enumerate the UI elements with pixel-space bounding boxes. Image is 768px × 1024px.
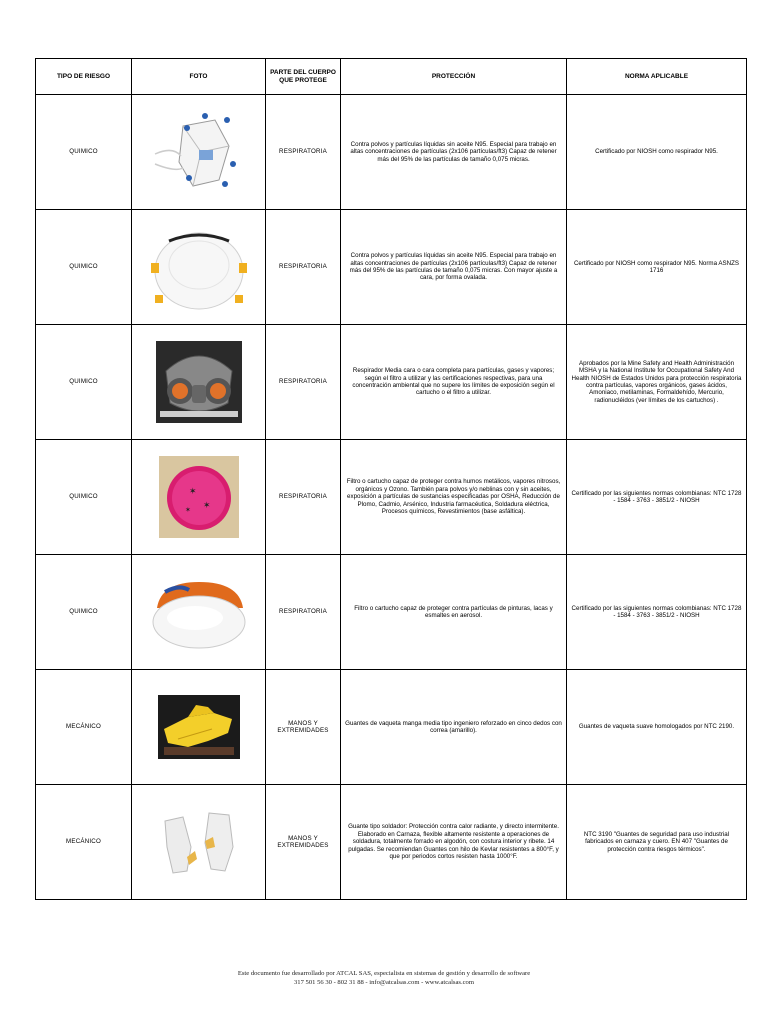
svg-text:✶: ✶ bbox=[184, 506, 191, 514]
table-row bbox=[36, 785, 747, 900]
header-proteccion: PROTECCIÓN bbox=[341, 59, 567, 95]
cell-tipo: MECÁNICO bbox=[36, 670, 132, 785]
cell-norma: Certificado por las siguientes normas colombianas: NTC 1728 - 1584 - 3763 - 3851/2 - NIOSH bbox=[567, 555, 747, 670]
cell-norma: Certificado por las siguientes normas colombianas: NTC 1728 - 1584 - 3763 - 3851/2 - NIOSH bbox=[567, 440, 747, 555]
cell-foto bbox=[132, 210, 266, 325]
cell-parte: RESPIRATORIA bbox=[266, 440, 341, 555]
svg-text:✶: ✶ bbox=[188, 487, 197, 497]
cell-norma: Certificado por NIOSH como respirador N95. Norma ASNZS 1716 bbox=[567, 210, 747, 325]
table-row bbox=[36, 555, 747, 670]
document-footer bbox=[0, 970, 768, 988]
cell-tipo: QUIMICO bbox=[36, 210, 132, 325]
cell-foto bbox=[132, 555, 266, 670]
cell-proteccion: Filtro o cartucho capaz de proteger contra humos metálicos, vapores nitrosos, orgánicos y Ozono. También para polvos y/o neblinas con y sin aceites, exposición a partículas de sustancias especificadas por OSHA, Reducción de Plomo, Cadmio, Arsénico, Industria farmacéutica, Soldadura eléctrica, Procesos químicos, Revestimientos (base asfáltica). bbox=[341, 440, 567, 555]
particulate-filter-cartridge-icon bbox=[149, 572, 249, 652]
cell-norma: Aprobados por la Mine Safety and Health Administración MSHA y la National Institute for Occupational Safety And Health NIOSH de Estados Unidos para protección respiratoria contra partículas, vapores orgánicos, gases ácidos, Amoniaco, metilaminas, Formaldehído, Mercurio, radionucléidos (ver límites de los cartuchos) . bbox=[567, 325, 747, 440]
table-row bbox=[36, 325, 747, 440]
cell-tipo: QUIMICO bbox=[36, 555, 132, 670]
cell-tipo: QUIMICO bbox=[36, 440, 132, 555]
ppe-table bbox=[35, 58, 747, 900]
cell-norma: Certificado por NIOSH como respirador N95. bbox=[567, 95, 747, 210]
cell-foto bbox=[132, 325, 266, 440]
table-header-row bbox=[36, 59, 747, 95]
cup-respirator-n95-icon bbox=[147, 221, 251, 313]
cell-parte: RESPIRATORIA bbox=[266, 555, 341, 670]
table-row bbox=[36, 440, 747, 555]
cell-tipo: MECÁNICO bbox=[36, 785, 132, 900]
cell-proteccion: Contra polvos y partículas líquidas sin aceite N95. Especial para trabajo en altas concentraciones de partículas (2x106 partículas/ft3) Capaz de retener más del 95% de las partículas de tamaño 0,075 micras. bbox=[341, 95, 567, 210]
cell-norma: NTC 3190 "Guantes de seguridad para uso industrial fabricados en carnaza y cuero. EN 407 "Guantes de protección contra riesgos térmicos". bbox=[567, 785, 747, 900]
half-face-respirator-icon bbox=[156, 341, 242, 423]
cell-proteccion: Respirador Media cara o cara completa para partículas, gases y vapores; según el filtro a utilizar y las certificaciones respectivas, para una concentración ambiental que no supere los límites de exposición según el cartucho o el filtro a utilizar. bbox=[341, 325, 567, 440]
svg-text:✶: ✶ bbox=[202, 501, 211, 511]
cell-foto bbox=[132, 785, 266, 900]
header-tipo: TIPO DE RIESGO bbox=[36, 59, 132, 95]
table-row bbox=[36, 210, 747, 325]
header-foto: FOTO bbox=[132, 59, 266, 95]
cell-foto bbox=[132, 670, 266, 785]
cell-parte: RESPIRATORIA bbox=[266, 325, 341, 440]
footer-contact: 317 501 56 30 - 802 31 88 - info@atcalsas.com - www.atcalsas.com bbox=[294, 978, 474, 986]
cell-proteccion: Guante tipo soldador: Protección contra calor radiante, y directo intermitente. Elaborado en Carnaza, flexible altamente resistente a operaciones de soldadura, totalmente forrado en algodón, con costura interior y ribete. 14 pulgadas. Se recomiendan Guantes con hilo de Kevlar resistentes a 800°F, y que por periodos cortos resisten hasta 1000°F. bbox=[341, 785, 567, 900]
table-row bbox=[36, 670, 747, 785]
table-row bbox=[36, 95, 747, 210]
yellow-work-glove-icon bbox=[158, 695, 240, 759]
welding-gloves-icon bbox=[161, 807, 237, 877]
cell-proteccion: Filtro o cartucho capaz de proteger contra partículas de pinturas, lacas y esmaltes en aerosol. bbox=[341, 555, 567, 670]
header-parte: PARTE DEL CUERPO QUE PROTEGE bbox=[266, 59, 341, 95]
cell-foto bbox=[132, 440, 266, 555]
cell-proteccion: Contra polvos y partículas líquidas sin aceite N95. Especial para trabajo en altas concentraciones de partículas (2x106 partículas/ft3) Capaz de retener más del 95% de las partículas de tamaño 0,075 micras. Con mayor ajuste a cara, por forma ovalada. bbox=[341, 210, 567, 325]
cell-parte: RESPIRATORIA bbox=[266, 210, 341, 325]
folding-respirator-n95-icon bbox=[153, 106, 245, 198]
cell-tipo: QUIMICO bbox=[36, 325, 132, 440]
footer-credit: Este documento fue desarrollado por ATCAL SAS, especialista en sistemas de gestión y desarrollo de software bbox=[237, 970, 531, 977]
cell-foto bbox=[132, 95, 266, 210]
cell-norma: Guantes de vaqueta suave homologados por NTC 2190. bbox=[567, 670, 747, 785]
cell-parte: RESPIRATORIA bbox=[266, 95, 341, 210]
cell-parte: MANOS Y EXTREMIDADES bbox=[266, 785, 341, 900]
cell-parte: MANOS Y EXTREMIDADES bbox=[266, 670, 341, 785]
cell-proteccion: Guantes de vaqueta manga media tipo ingeniero reforzado en cinco dedos con correa (amarillo). bbox=[341, 670, 567, 785]
p100-filter-cartridge-icon bbox=[159, 456, 239, 538]
header-norma: NORMA APLICABLE bbox=[567, 59, 747, 95]
cell-tipo: QUIMICO bbox=[36, 95, 132, 210]
